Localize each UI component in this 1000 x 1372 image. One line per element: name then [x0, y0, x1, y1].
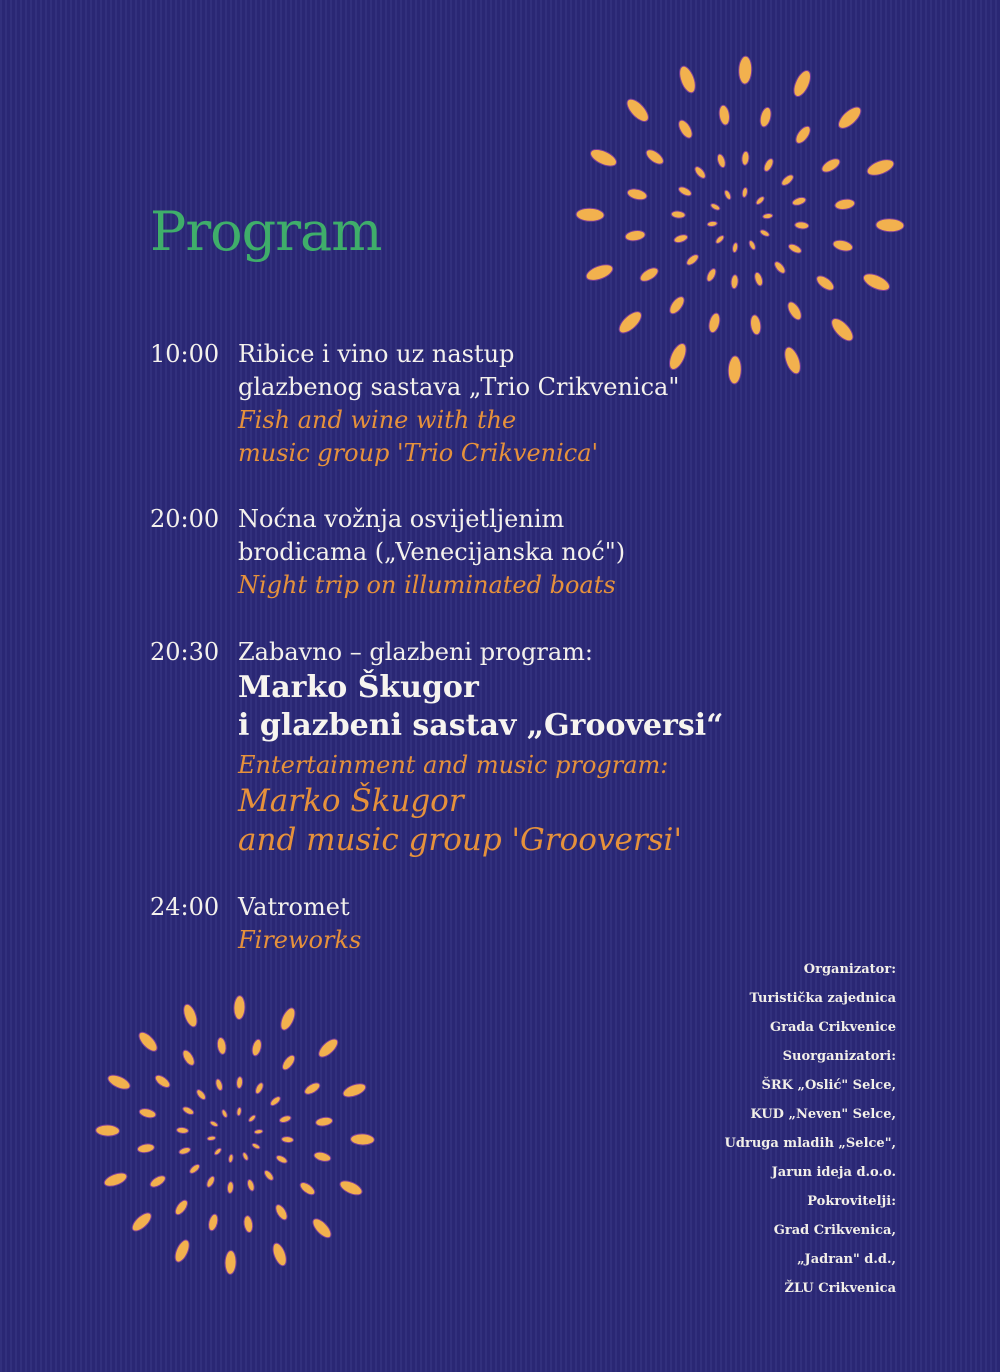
firework-petal: [248, 1114, 257, 1123]
firework-petal: [280, 1053, 297, 1072]
schedule-content: [238, 891, 928, 957]
firework-petal: [707, 312, 722, 334]
firework-petal: [730, 274, 738, 289]
firework-petal: [316, 1036, 341, 1060]
firework-petal: [616, 308, 645, 337]
firework-burst-icon: [85, 990, 385, 1280]
firework-petal: [221, 1109, 229, 1119]
firework-petal: [251, 1038, 263, 1057]
firework-petal: [182, 1105, 195, 1116]
schedule-text-en: Fireworks: [238, 926, 362, 954]
credits: [725, 955, 896, 1303]
credits-line: Organizator:: [803, 962, 896, 977]
firework-petal: [228, 1154, 234, 1163]
firework-petal: [671, 210, 686, 218]
firework-petal: [723, 189, 732, 200]
firework-petal: [298, 1180, 317, 1197]
firework-petal: [676, 64, 698, 95]
firework-petal: [281, 1136, 293, 1143]
firework-petal: [705, 267, 718, 283]
firework-petal: [742, 187, 749, 198]
firework-petal: [279, 1115, 292, 1124]
firework-petal: [215, 1078, 224, 1091]
credits-line: Turistička zajednica: [749, 991, 896, 1006]
firework-petal: [303, 1081, 322, 1097]
firework-petal: [136, 1029, 160, 1054]
firework-petal: [251, 1142, 261, 1150]
firework-petal: [234, 995, 246, 1019]
firework-petal: [762, 213, 773, 219]
firework-petal: [693, 165, 707, 180]
firework-petal: [758, 106, 773, 128]
firework-petal: [278, 1006, 298, 1032]
credits-line: Pokrovitelji:: [807, 1194, 896, 1209]
credits-line: „Jadran" d.d.,: [797, 1252, 896, 1267]
firework-petal: [785, 300, 804, 322]
schedule-text-en: music group 'Trio Crikvenica': [238, 439, 599, 467]
firework-petal: [793, 124, 813, 146]
firework-petal: [273, 1203, 289, 1222]
schedule-content: [238, 503, 928, 602]
firework-petal: [820, 156, 842, 175]
firework-petal: [213, 1147, 222, 1156]
firework-petal: [716, 153, 727, 168]
credits-line: ŠRK „Oslić" Selce,: [761, 1078, 896, 1093]
schedule-time: 24:00: [150, 893, 220, 921]
schedule-text-en: Night trip on illuminated boats: [238, 571, 616, 599]
schedule-text-hr: Zabavno – glazbeni program:: [238, 638, 593, 666]
schedule-text-hr: Noćna vožnja osvijetljenim: [238, 505, 565, 533]
firework-petal: [254, 1129, 263, 1134]
firework-petal: [814, 273, 836, 293]
firework-petal: [753, 271, 764, 286]
firework-petal: [243, 1215, 254, 1233]
page-title: Program: [150, 200, 382, 263]
schedule-time: 10:00: [150, 340, 220, 368]
performer-name-en: and music group 'Grooversi': [238, 822, 682, 858]
firework-petal: [576, 208, 604, 222]
firework-petal: [759, 229, 770, 238]
firework-petal: [269, 1095, 282, 1107]
firework-petal: [715, 234, 726, 245]
firework-petal: [738, 56, 752, 84]
firework-petal: [834, 198, 855, 211]
firework-petal: [625, 229, 646, 242]
firework-petal: [667, 294, 687, 316]
firework-petal: [310, 1216, 334, 1241]
firework-petal: [787, 242, 803, 255]
credits-line: Grad Crikvenica,: [773, 1223, 896, 1238]
firework-petal: [861, 270, 892, 293]
firework-petal: [181, 1002, 200, 1028]
firework-petal: [313, 1151, 332, 1163]
firework-petal: [246, 1179, 255, 1192]
firework-petal: [95, 1125, 119, 1137]
schedule-text-hr: brodicama („Venecijanska noć"): [238, 538, 626, 566]
firework-petal: [584, 262, 615, 284]
performer-name-hr: Marko Škugor: [238, 670, 479, 705]
firework-petal: [350, 1134, 374, 1146]
firework-petal: [236, 1107, 242, 1116]
firework-petal: [138, 1107, 157, 1119]
schedule-content: [238, 636, 928, 860]
firework-petal: [216, 1037, 227, 1055]
firework-petal: [129, 1210, 154, 1234]
firework-petal: [227, 1181, 234, 1193]
firework-petal: [102, 1170, 128, 1189]
firework-petal: [835, 103, 864, 132]
firework-petal: [685, 253, 700, 267]
firework-petal: [707, 221, 718, 227]
firework-petal: [195, 1088, 207, 1101]
firework-petal: [148, 1173, 167, 1189]
firework-petal: [209, 1120, 219, 1128]
firework-petal: [790, 68, 813, 99]
firework-petal: [181, 1048, 197, 1067]
firework-petal: [865, 156, 896, 178]
firework-petal: [176, 1127, 188, 1134]
firework-petal: [172, 1238, 192, 1264]
firework-petal: [677, 185, 693, 198]
schedule-content: [238, 338, 928, 470]
schedule-text-en: Entertainment and music program:: [238, 751, 669, 779]
firework-petal: [773, 260, 787, 275]
firework-petal: [638, 265, 660, 284]
firework-petal: [748, 240, 757, 251]
firework-petal: [718, 105, 731, 126]
credits-line: Udruga mladih „Selce",: [724, 1136, 896, 1151]
performer-name-hr: i glazbeni sastav „Grooversi“: [238, 708, 724, 743]
firework-petal: [263, 1169, 275, 1182]
firework-petal: [275, 1154, 288, 1165]
firework-petal: [623, 96, 652, 125]
firework-petal: [710, 202, 721, 211]
firework-petal: [755, 195, 766, 206]
credits-line: ŽLU Crikvenica: [784, 1281, 896, 1296]
firework-petal: [106, 1072, 132, 1092]
firework-petal: [588, 146, 619, 169]
firework-petal: [270, 1241, 289, 1267]
firework-petal: [794, 221, 809, 229]
credits-line: KUD „Neven" Selce,: [750, 1107, 896, 1122]
firework-petal: [242, 1152, 250, 1162]
firework-petal: [254, 1082, 265, 1095]
firework-petal: [732, 242, 739, 253]
firework-petal: [315, 1116, 333, 1127]
firework-petal: [626, 187, 648, 202]
firework-petal: [205, 1175, 216, 1188]
firework-petal: [188, 1163, 201, 1175]
firework-petal: [832, 238, 854, 253]
firework-petal: [876, 218, 904, 232]
credits-line: Jarun ideja d.o.o.: [771, 1165, 896, 1180]
firework-petal: [749, 314, 762, 335]
schedule-time: 20:00: [150, 505, 220, 533]
firework-petal: [762, 157, 775, 173]
firework-petal: [338, 1178, 364, 1198]
schedule-text-hr: glazbenog sastava „Trio Crikvenica": [238, 373, 680, 401]
firework-petal: [153, 1073, 172, 1090]
credits-line: Grada Crikvenice: [770, 1020, 896, 1035]
performer-name-en: Marko Škugor: [238, 783, 464, 819]
schedule-text-hr: Vatromet: [238, 893, 350, 921]
firework-petal: [676, 118, 695, 140]
schedule-text-hr: Ribice i vino uz nastup: [238, 340, 515, 368]
firework-petal: [207, 1213, 219, 1232]
firework-petal: [791, 196, 806, 207]
firework-petal: [207, 1136, 216, 1141]
firework-petal: [741, 151, 749, 166]
credits-line: Suorganizatori:: [782, 1049, 896, 1064]
schedule-text-en: Fish and wine with the: [238, 406, 517, 434]
schedule-time: 20:30: [150, 638, 220, 666]
firework-petal: [341, 1081, 367, 1100]
firework-petal: [644, 147, 666, 167]
firework-petal: [673, 233, 688, 244]
firework-petal: [178, 1146, 191, 1155]
firework-petal: [173, 1198, 190, 1217]
firework-petal: [780, 173, 795, 187]
firework-petal: [137, 1143, 155, 1154]
firework-petal: [225, 1250, 237, 1274]
firework-petal: [236, 1076, 243, 1088]
